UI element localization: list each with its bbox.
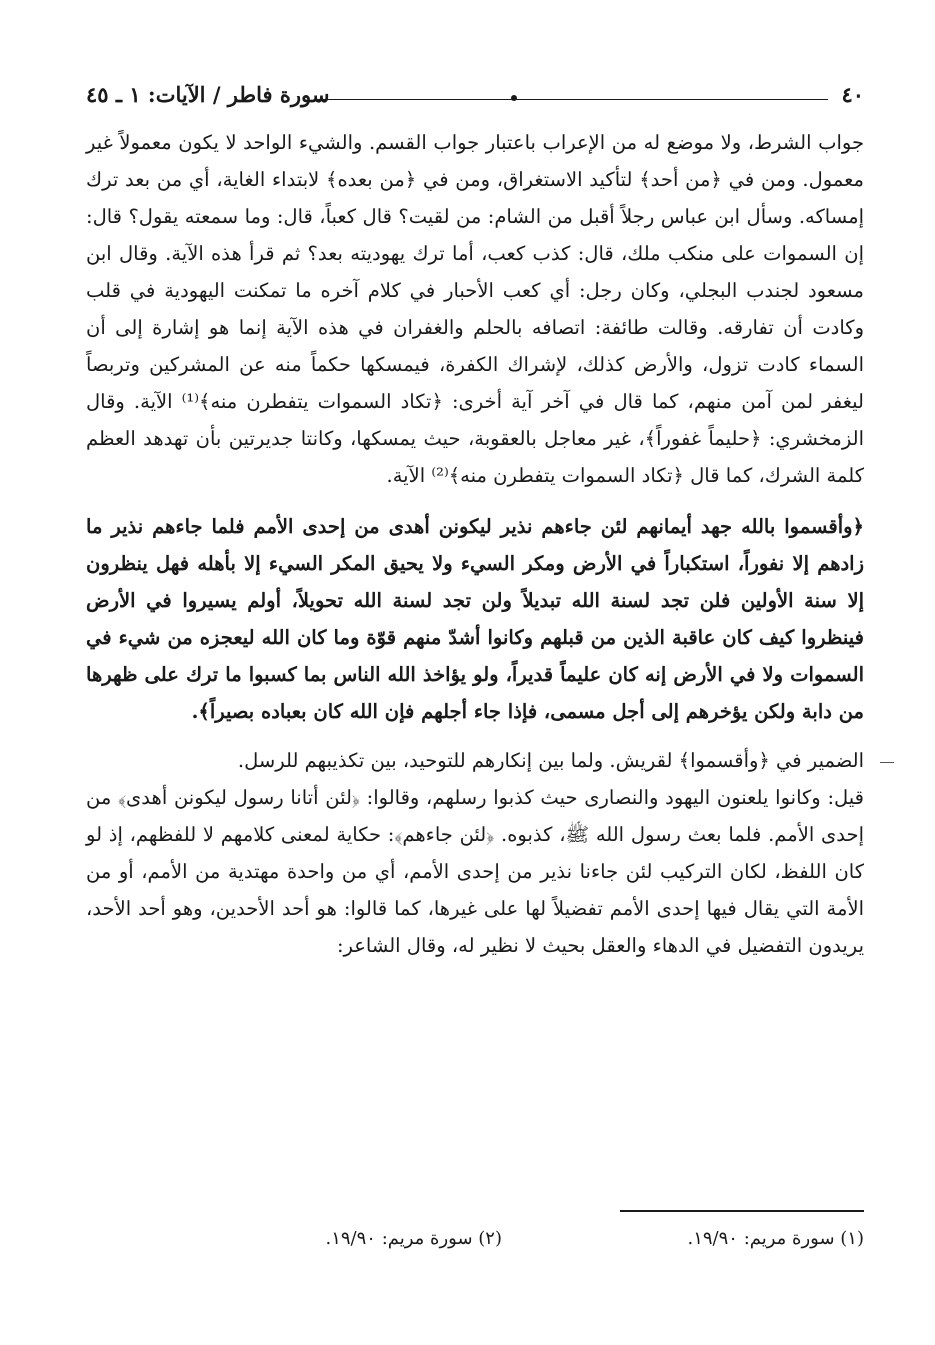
page-number: ٤٠	[841, 82, 864, 107]
margin-mark	[880, 762, 894, 763]
running-header	[86, 80, 864, 116]
header-rule	[314, 99, 828, 100]
commentary-paragraph-2: قيل: وكانوا يلعنون اليهود والنصارى حيث كذبوا رسلهم، وقالوا: ﴿لئن أتانا رسول ليكونن أهدى﴾ من إحدى الأمم. فلما بعث رسول الله ﷺ، كذبوه. ﴿لئن جاءهم﴾: حكاية لمعنى كلامهم لا للفظهم، إذ لو كان اللفظ، لكان التركيب لئن جاءنا نذير من إحدى الأمم، أي من واحدة مهتدية من الأمم، أو من الأمة التي يقال فيها إحدى الأمم تفضيلاً لها على غيرها، كما قالوا: هو أحد الأحدين، وهو أحد الأحد، يريدون التفضيل في الدهاء والعقل بحيث لا نظير له، وقال الشاعر:	[86, 786, 864, 957]
footnote-rule	[620, 1210, 864, 1212]
commentary-paragraph-1: الضمير في ﴿وأقسموا﴾ لقريش. ولما بين إنكارهم للتوحيد، بين تكذيبهم للرسل.	[237, 749, 864, 772]
footnote-2: (٢) سورة مريم: ١٩/٩٠.	[325, 1228, 502, 1249]
footnote-1: (١) سورة مريم: ١٩/٩٠.	[687, 1228, 864, 1249]
header-title: سورة فاطر / الآيات: ١ ـ ٤٥	[86, 82, 330, 107]
intro-paragraph: جواب الشرط، ولا موضع له من الإعراب باعتبار جواب القسم. والشيء الواحد لا يكون معمولاً غير معمول. ومن في ﴿من أحد﴾ لتأكيد الاستغراق، ومن في ﴿من بعده﴾ لابتداء الغاية، أي من بعد ترك إمساكه. وسأل ابن عباس رجلاً أقبل من الشام: من لقيت؟ قال كعباً، قال: وما سمعته يقول؟ قال: إن السموات على منكب ملك، قال: كذب كعب، أما ترك يهوديته بعد؟ ثم قرأ هذه الآية. وقال ابن مسعود لجندب البجلي، وكان رجل: أي كعب الأحبار في كلام آخره ما تمكنت اليهودية في قلب وكادت أن تفارقه. وقالت طائفة: اتصافه بالحلم والغفران في هذه الآية إنما هو إشارة إلى أن السماء كادت تزول، والأرض كذلك، لإشراك الكفرة، فيمسكها حكماً منه عن المشركين وتربصاً ليغفر لمن آمن منهم، كما قال في آخر آية أخرى: ﴿تكاد السموات يتفطرن منه﴾⁽¹⁾ الآية. وقال الزمخشري: ﴿حليماً غفوراً﴾، غير معاجل بالعقوبة، حيث يمسكها، وكانتا جديرتين بأن تهدهد العظم كلمة الشرك، كما قال ﴿تكاد السموات يتفطرن منه﴾⁽²⁾ الآية.	[86, 131, 864, 487]
quran-verse-block: ﴿وأقسموا بالله جهد أيمانهم لئن جاءهم نذير ليكونن أهدى من إحدى الأمم فلما جاءهم نذير ما زادهم إلا نفوراً، استكباراً في الأرض ومكر السيء ولا يحيق المكر السيء إلا بأهله فهل ينظرون إلا سنة الأولين فلن تجد لسنة الله تبديلاً ولن تجد لسنة الله تحويلاً، أولم يسيروا في الأرض فينظروا كيف كان عاقبة الذين من قبلهم وكانوا أشدّ منهم قوّة وما كان الله ليعجزه من شيء في السموات ولا في الأرض إنه كان عليماً قديراً، ولو يؤاخذ الله الناس بما كسبوا ما ترك على ظهرها من دابة ولكن يؤخرهم إلى أجل مسمى، فإذا جاء أجلهم فإن الله كان بعباده بصيراً﴾.	[86, 515, 864, 723]
header-dot	[511, 95, 517, 101]
commentary	[86, 742, 864, 964]
footnotes	[86, 1228, 864, 1258]
main-text	[86, 124, 864, 964]
